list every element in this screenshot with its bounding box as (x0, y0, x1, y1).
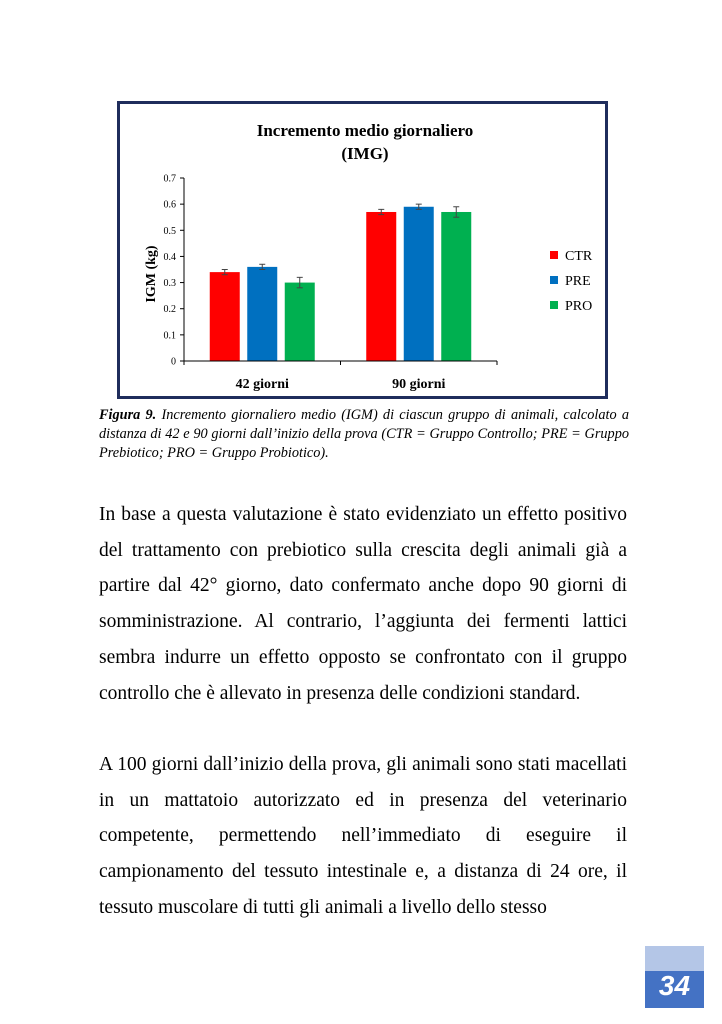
chart-title-line-2: (IMG) (341, 144, 389, 163)
y-tick-label: 0.3 (163, 278, 176, 290)
bar-series (210, 204, 472, 361)
legend-label-pro: PRO (565, 299, 593, 314)
y-tick-label: 0.1 (163, 330, 176, 342)
y-tick-label: 0.2 (163, 304, 176, 316)
legend-label-pre: PRE (565, 274, 591, 289)
figure-caption (99, 406, 629, 463)
bar-ctr (210, 272, 240, 361)
y-tick-label: 0.5 (163, 225, 176, 237)
y-axis (164, 174, 185, 368)
bar-pro (441, 212, 471, 361)
x-category-label: 42 giorni (235, 377, 289, 392)
page-number-tab (645, 946, 704, 1008)
legend-swatch-pro (550, 301, 558, 309)
legend (550, 249, 593, 314)
x-axis (184, 361, 497, 392)
legend-label-ctr: CTR (565, 249, 593, 264)
y-tick-label: 0 (171, 356, 176, 368)
figure-chart (117, 101, 608, 399)
legend-swatch-ctr (550, 251, 558, 259)
legend-swatch-pre (550, 276, 558, 284)
x-category-label: 90 giorni (392, 377, 446, 392)
bar-chart (120, 104, 605, 396)
body-paragraph: In base a questa valutazione è stato evidenziato un effetto positivo del trattamento con prebiotico sulla crescita degli animali già a partire dal 42° giorno, dato confermato anche dopo 90 giorni di somministrazione. Al contrario, l’aggiunta dei fermenti lattici sembra indurre un effetto opposto se confrontato con il gruppo controllo che è allevato in presenza delle condizioni standard. (99, 504, 627, 704)
bar-pro (285, 283, 315, 361)
bar-pre (247, 267, 277, 361)
page-number: 34 (658, 970, 691, 1001)
chart-title-line-1: Incremento medio giornaliero (256, 121, 474, 140)
bar-pre (404, 207, 434, 361)
y-tick-label: 0.4 (163, 251, 176, 263)
caption-text: Incremento giornaliero medio (IGM) di ciascun gruppo di animali, calcolato a distanza di 42 e 90 giorni dall’inizio della prova (CTR = Gruppo Controllo; PRE = Gruppo Prebiotico; PRO = Gruppo Probiotico). (99, 407, 629, 461)
caption-label: Figura 9. (99, 407, 157, 423)
y-tick-label: 0.6 (163, 199, 176, 211)
bar-ctr (366, 212, 396, 361)
y-axis-label: IGM (kg) (144, 245, 159, 303)
y-tick-label: 0.7 (163, 173, 176, 185)
body-paragraph: A 100 giorni dall’inizio della prova, gli animali sono stati macellati in un mattatoio autorizzato ed in presenza del veterinario competente, permettendo nell’immediato di eseguire il campionamento del tessuto intestinale e, a distanza di 24 ore, il tessuto muscolare di tutti gli animali a livello dello stesso (99, 754, 627, 918)
